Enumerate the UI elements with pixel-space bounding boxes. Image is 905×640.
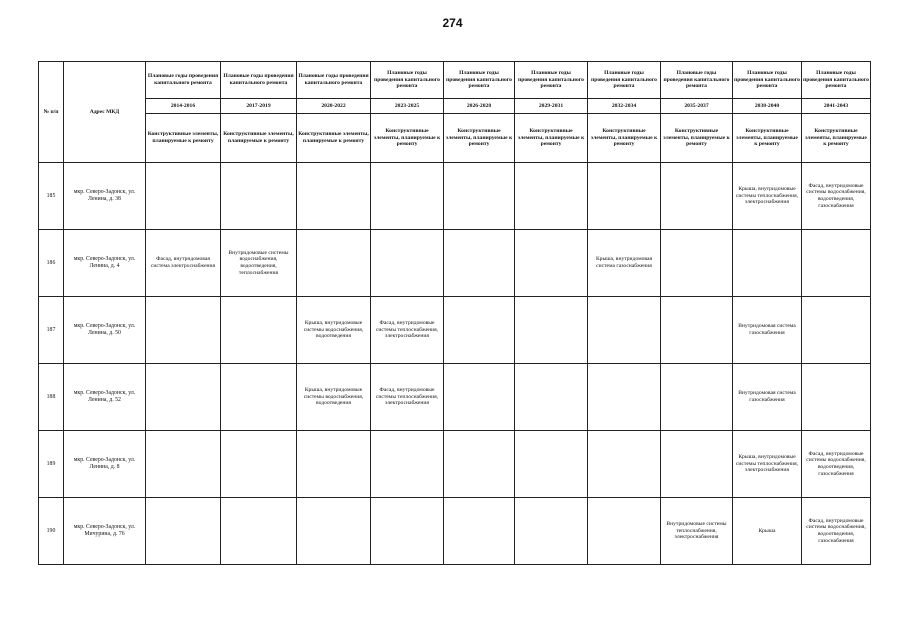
period-years-header: 2014-2016	[146, 99, 221, 114]
elements-subheader: Конструктивные элементы, планируемые к ремонту	[588, 114, 661, 163]
elements-subheader: Конструктивные элементы, планируемые к ремонту	[802, 114, 871, 163]
repair-cell	[444, 431, 515, 498]
repair-cell	[588, 498, 661, 565]
repair-cell	[661, 297, 733, 364]
repair-cell	[371, 498, 444, 565]
elements-subheader: Конструктивные элементы, планируемые к ремонту	[297, 114, 371, 163]
repair-cell	[733, 230, 802, 297]
repair-cell: Крыша	[733, 498, 802, 565]
repair-cell: Крыша, внутридомовая система газоснабжения	[588, 230, 661, 297]
period-group-header: Плановые годы проведения капитального ремонта	[444, 62, 515, 99]
period-years-header: 2035-2037	[661, 99, 733, 114]
column-header-address: Адрес МКД	[64, 62, 146, 163]
repair-cell	[371, 230, 444, 297]
row-number: 188	[39, 364, 64, 431]
period-years-header: 2020-2022	[297, 99, 371, 114]
repair-cell	[444, 498, 515, 565]
period-group-header: Плановые годы проведения капитального ремонта	[371, 62, 444, 99]
period-years-header: 2032-2034	[588, 99, 661, 114]
repair-cell: Внутридомовые системы водоснабжения, водоотведения, теплоснабжения	[221, 230, 297, 297]
period-group-header: Плановые годы проведения капитального ремонта	[146, 62, 221, 99]
repair-cell: Крыша, внутридомовые системы теплоснабжения, электроснабжения	[733, 431, 802, 498]
repair-cell	[221, 364, 297, 431]
repair-cell: Крыша, внутридомовые системы водоснабжения, водоотведения	[297, 364, 371, 431]
repair-cell	[515, 498, 588, 565]
table-body	[39, 163, 871, 565]
row-address: мкр. Северо-Задонск, ул. Ленина, д. 52	[64, 364, 146, 431]
repair-cell	[515, 230, 588, 297]
header-row-group	[39, 62, 871, 99]
period-group-header: Плановые годы проведения капитального ремонта	[221, 62, 297, 99]
row-address: мкр. Северо-Задонск, ул. Ленина, д. 4	[64, 230, 146, 297]
repair-cell	[515, 163, 588, 230]
repair-cell	[371, 431, 444, 498]
repair-cell	[588, 364, 661, 431]
header-row-elements	[39, 114, 871, 163]
capital-repair-schedule-table	[38, 61, 871, 565]
elements-subheader: Конструктивные элементы, планируемые к ремонту	[733, 114, 802, 163]
repair-cell	[146, 163, 221, 230]
table-row	[39, 431, 871, 498]
repair-cell: Фасад, внутридомовые системы водоснабжения, водоотведения, газоснабжения	[802, 163, 871, 230]
repair-cell	[661, 431, 733, 498]
repair-cell	[444, 230, 515, 297]
repair-cell	[297, 431, 371, 498]
repair-cell	[297, 230, 371, 297]
repair-cell	[146, 498, 221, 565]
repair-cell	[371, 163, 444, 230]
table-row	[39, 230, 871, 297]
repair-cell	[802, 297, 871, 364]
repair-cell: Внутридомовые системы теплоснабжения, электроснабжения	[661, 498, 733, 565]
repair-cell	[297, 498, 371, 565]
repair-cell	[661, 163, 733, 230]
period-years-header: 2023-2025	[371, 99, 444, 114]
repair-cell	[146, 431, 221, 498]
repair-cell	[221, 163, 297, 230]
repair-cell	[515, 364, 588, 431]
elements-subheader: Конструктивные элементы, планируемые к ремонту	[221, 114, 297, 163]
repair-cell: Фасад, внутридомовая система электроснабжения	[146, 230, 221, 297]
row-number: 189	[39, 431, 64, 498]
repair-cell: Внутридомовая система газоснабжения	[733, 364, 802, 431]
repair-cell: Фасад, внутридомовые системы водоснабжения, водоотведения, газоснабжения	[802, 431, 871, 498]
period-group-header: Плановые годы проведения капитального ремонта	[588, 62, 661, 99]
repair-cell	[146, 364, 221, 431]
elements-subheader: Конструктивные элементы, планируемые к ремонту	[146, 114, 221, 163]
table-row	[39, 498, 871, 565]
repair-cell	[588, 163, 661, 230]
repair-cell	[515, 297, 588, 364]
row-address: мкр. Северо-Задонск, ул. Ленина, д. 8	[64, 431, 146, 498]
repair-cell	[146, 297, 221, 364]
repair-cell	[802, 230, 871, 297]
repair-cell	[661, 230, 733, 297]
repair-cell	[221, 297, 297, 364]
repair-cell	[802, 364, 871, 431]
repair-cell	[297, 163, 371, 230]
repair-cell: Внутридомовая система газоснабжения	[733, 297, 802, 364]
row-number: 186	[39, 230, 64, 297]
repair-cell	[444, 297, 515, 364]
period-years-header: 2026-2028	[444, 99, 515, 114]
elements-subheader: Конструктивные элементы, планируемые к ремонту	[661, 114, 733, 163]
repair-cell	[444, 364, 515, 431]
header-row-years	[39, 99, 871, 114]
row-address: мкр. Северо-Задонск, ул. Ленина, д. 50	[64, 297, 146, 364]
elements-subheader: Конструктивные элементы, планируемые к ремонту	[515, 114, 588, 163]
row-address: мкр. Северо-Задонск, ул. Мичурина, д. 76	[64, 498, 146, 565]
period-group-header: Плановые годы проведения капитального ремонта	[733, 62, 802, 99]
repair-cell	[221, 498, 297, 565]
repair-cell	[588, 431, 661, 498]
table-row	[39, 297, 871, 364]
elements-subheader: Конструктивные элементы, планируемые к ремонту	[444, 114, 515, 163]
elements-subheader: Конструктивные элементы, планируемые к ремонту	[371, 114, 444, 163]
period-group-header: Плановые годы проведения капитального ремонта	[297, 62, 371, 99]
repair-cell	[588, 297, 661, 364]
period-group-header: Плановые годы проведения капитального ремонта	[802, 62, 871, 99]
repair-cell	[661, 364, 733, 431]
period-group-header: Плановые годы проведения капитального ремонта	[515, 62, 588, 99]
table-row	[39, 163, 871, 230]
row-number: 187	[39, 297, 64, 364]
period-years-header: 2017-2019	[221, 99, 297, 114]
repair-cell: Крыша, внутридомовые системы теплоснабжения, электроснабжения	[733, 163, 802, 230]
repair-cell: Фасад, внутридомовые системы теплоснабжения, электроснабжения	[371, 297, 444, 364]
row-address: мкр. Северо-Задонск, ул. Ленина, д. 38	[64, 163, 146, 230]
period-group-header: Плановые годы проведения капитального ремонта	[661, 62, 733, 99]
repair-cell	[515, 431, 588, 498]
period-years-header: 2038-2040	[733, 99, 802, 114]
repair-cell: Фасад, внутридомовые системы водоснабжения, водоотведения, газоснабжения	[802, 498, 871, 565]
repair-cell	[444, 163, 515, 230]
repair-cell	[221, 431, 297, 498]
row-number: 185	[39, 163, 64, 230]
repair-cell: Фасад, внутридомовые системы теплоснабжения, электроснабжения	[371, 364, 444, 431]
period-years-header: 2041-2043	[802, 99, 871, 114]
period-years-header: 2029-2031	[515, 99, 588, 114]
page-number: 274	[442, 16, 463, 30]
repair-cell: Крыша, внутридомовые системы водоснабжения, водоотведения	[297, 297, 371, 364]
column-header-number: № п/п	[39, 62, 64, 163]
table-row	[39, 364, 871, 431]
row-number: 190	[39, 498, 64, 565]
